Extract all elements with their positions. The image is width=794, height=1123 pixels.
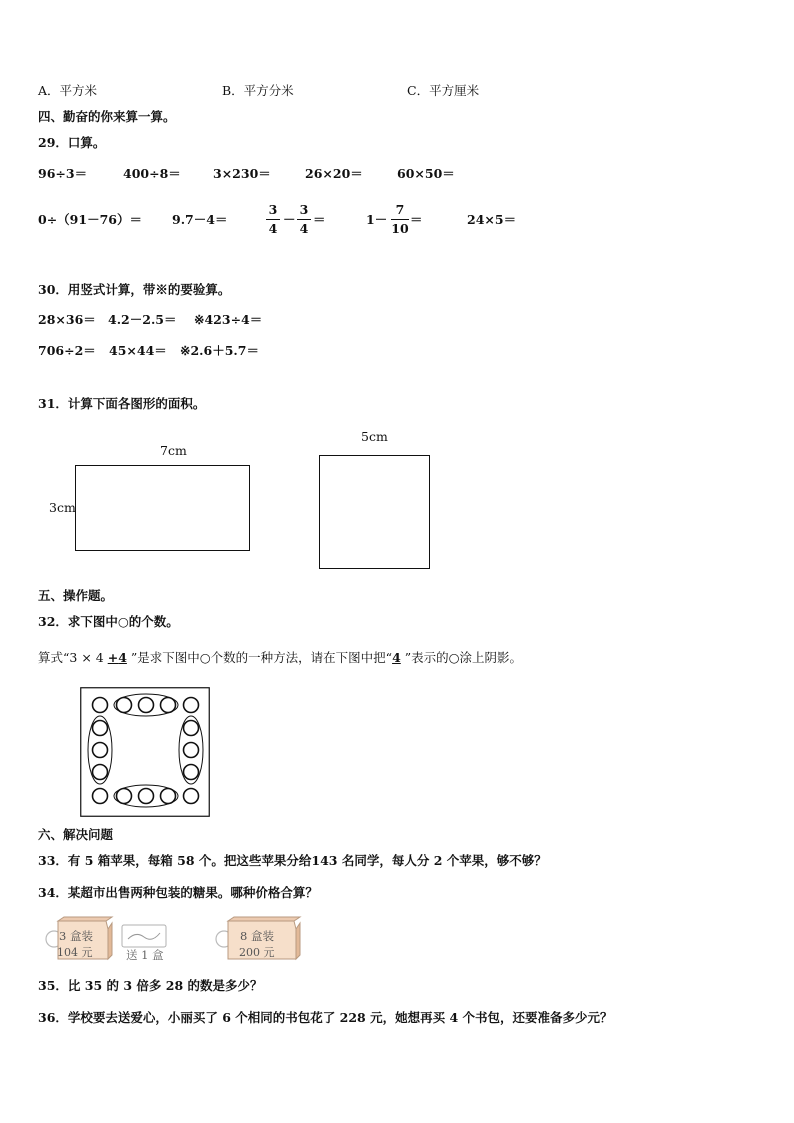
q29-item-1: 96÷3＝ xyxy=(38,166,88,181)
fraction-numerator: 7 xyxy=(395,202,405,217)
circle xyxy=(184,789,199,804)
q30-item-5: 45×44＝ xyxy=(109,343,167,358)
square-side-label: 5cm xyxy=(361,429,388,444)
circle xyxy=(93,698,108,713)
fraction-denominator: 4 xyxy=(299,221,309,236)
fraction-denominator: 10 xyxy=(391,221,409,236)
circle-diagram xyxy=(80,687,210,817)
circle xyxy=(184,765,199,780)
package-3-boxes xyxy=(44,915,180,965)
group-ellipse-right xyxy=(179,716,203,784)
q30-item-3: ※423÷4＝ xyxy=(194,312,263,327)
q30-title: 30．用竖式计算，带※的要验算。 xyxy=(38,282,231,297)
circle xyxy=(184,743,199,758)
package-label: 3 盒装 xyxy=(59,929,93,943)
package-price: 104 元 xyxy=(57,946,93,959)
q30-item-4: 706÷2＝ xyxy=(38,343,96,358)
gift-text: 送 1 盒 xyxy=(126,948,164,962)
group-ellipse-left xyxy=(88,716,112,784)
q34-text: 34．某超市出售两种包装的糖果。哪种价格合算？ xyxy=(38,885,318,900)
circle xyxy=(93,721,108,736)
circle xyxy=(184,698,199,713)
rect-width-label: 7cm xyxy=(160,443,187,458)
fraction-3-4-a xyxy=(266,202,280,237)
q36-text: 36．学校要去送爱心，小丽买了 6 个相同的书包花了 228 元，她想再买 4 个书包，还要准备多少元？ xyxy=(38,1010,613,1025)
fraction-numerator: 3 xyxy=(268,202,278,217)
fraction-numerator: 3 xyxy=(299,202,309,217)
section-6-title: 六、解决问题 xyxy=(38,827,114,842)
option-b: B．平方分米 xyxy=(222,83,294,98)
q35-text: 35．比 35 的 3 倍多 28 的数是多少？ xyxy=(38,978,263,993)
q30-item-2: 4.2－2.5＝ xyxy=(108,312,177,327)
package-label: 8 盒装 xyxy=(240,929,274,943)
diagram-frame xyxy=(81,688,210,817)
q29-item-6: 0÷（91－76）＝ xyxy=(38,212,142,227)
q29-item-3: 3×230＝ xyxy=(213,166,271,181)
option-c: C．平方厘米 xyxy=(407,83,480,98)
q31-title: 31．计算下面各图形的面积。 xyxy=(38,396,206,411)
fraction-7-10 xyxy=(391,202,409,237)
q30-item-6: ※2.6＋5.7＝ xyxy=(180,343,259,358)
equals-sign: ＝ xyxy=(410,212,423,227)
q29-item-4: 26×20＝ xyxy=(305,166,363,181)
q32-instruction: 算式“3 × 4 +4 ”是求下图中○个数的一种方法，请在下图中把“4 ”表示的○涂上阴影。 xyxy=(38,650,523,665)
circle xyxy=(93,765,108,780)
rect-height-label: 3cm xyxy=(49,500,76,515)
circle xyxy=(139,789,154,804)
rectangle-shape xyxy=(75,465,250,551)
circle xyxy=(93,743,108,758)
equals-sign: ＝ xyxy=(313,212,326,227)
circle xyxy=(93,789,108,804)
circle xyxy=(184,721,199,736)
q29-item-5: 60×50＝ xyxy=(397,166,455,181)
q29-item-2: 400÷8＝ xyxy=(123,166,181,181)
circle xyxy=(139,698,154,713)
section-4-title: 四、勤奋的你来算一算。 xyxy=(38,109,176,124)
fraction-denominator: 4 xyxy=(268,221,278,236)
q32-title: 32．求下图中○的个数。 xyxy=(38,614,179,629)
q30-item-1: 28×36＝ xyxy=(38,312,96,327)
minus-sign: － xyxy=(283,212,296,227)
package-price: 200 元 xyxy=(239,946,275,959)
fraction-3-4-b xyxy=(297,202,311,237)
one-minus: 1－ xyxy=(366,212,388,227)
q29-title: 29．口算。 xyxy=(38,135,106,150)
q29-item-7: 9.7－4＝ xyxy=(172,212,228,227)
q33-text: 33．有 5 箱苹果，每箱 58 个。把这些苹果分给143 名同学，每人分 2 个苹果，够不够？ xyxy=(38,853,547,868)
square-shape xyxy=(319,455,430,569)
q29-item-10: 24×5＝ xyxy=(467,212,517,227)
package-8-boxes xyxy=(214,915,310,965)
section-5-title: 五、操作题。 xyxy=(38,588,114,603)
option-a: A．平方米 xyxy=(38,83,98,98)
